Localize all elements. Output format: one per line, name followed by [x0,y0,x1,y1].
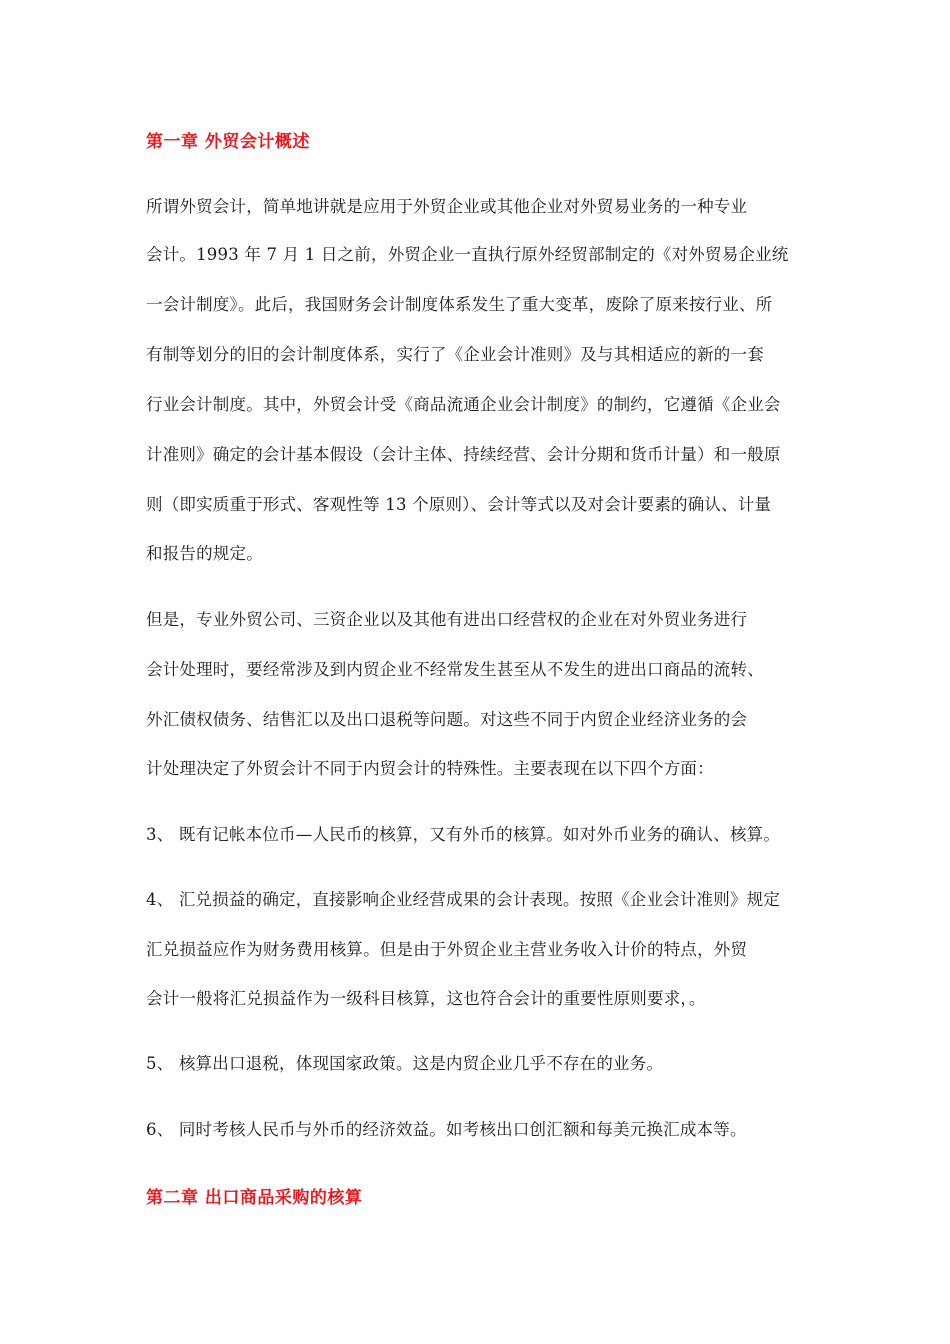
paragraph-1-line: 会计。1993 年 7 月 1 日之前，外贸企业一直执行原外经贸部制定的《对外贸易企业统 [146,245,789,264]
list-item-4-line: 汇兑损益应作为财务费用核算。但是由于外贸企业主营业务收入计价的特点，外贸 [146,940,748,959]
paragraph-2-line: 计处理决定了外贸会计不同于内贸会计的特殊性。主要表现在以下四个方面： [146,759,714,778]
chapter-1-title: 第一章 外贸会计概述 [146,132,310,152]
list-item-6: 6、 同时考核人民币与外币的经济效益。如考核出口创汇额和每美元换汇成本等。 [146,1120,747,1139]
paragraph-2-line: 但是，专业外贸公司、三资企业以及其他有进出口经营权的企业在对外贸业务进行 [146,610,748,629]
paragraph-1-line: 行业会计制度。其中，外贸会计受《商品流通企业会计制度》的制约，它遵循《企业会 [146,395,781,414]
paragraph-1-line: 所谓外贸会计，简单地讲就是应用于外贸企业或其他企业对外贸易业务的一种专业 [146,197,748,216]
paragraph-2-line: 会计处理时，要经常涉及到内贸企业不经常发生甚至从不发生的进出口商品的流转、 [146,660,764,679]
paragraph-1-line: 一会计制度》。此后，我国财务会计制度体系发生了重大变革，废除了原来按行业、所 [146,295,773,314]
paragraph-2-line: 外汇债权债务、结售汇以及出口退税等问题。对这些不同于内贸企业经济业务的会 [146,710,748,729]
chapter-2-title: 第二章 出口商品采购的核算 [146,1188,363,1208]
list-item-4-line: 4、 汇兑损益的确定，直接影响企业经营成果的会计表现。按照《企业会计准则》规定 [146,890,781,909]
paragraph-1-line: 和报告的规定。 [146,544,263,563]
paragraph-1-line: 计准则》确定的会计基本假设（会计主体、持续经营、会计分期和货币计量）和一般原 [146,445,781,464]
paragraph-1-line: 有制等划分的旧的会计制度体系，实行了《企业会计准则》及与其相适应的新的一套 [146,345,764,364]
list-item-4-line: 会计一般将汇兑损益作为一级科目核算，这也符合会计的重要性原则要求，。 [146,989,706,1008]
paragraph-1-line: 则（即实质重于形式、客观性等 13 个原则）、会计等式以及对会计要素的确认、计量 [146,495,772,514]
list-item-5: 5、 核算出口退税，体现国家政策。这是内贸企业几乎不存在的业务。 [146,1054,664,1073]
list-item-3: 3、 既有记帐本位币—人民币的核算，又有外币的核算。如对外币业务的确认、核算。 [146,825,781,844]
